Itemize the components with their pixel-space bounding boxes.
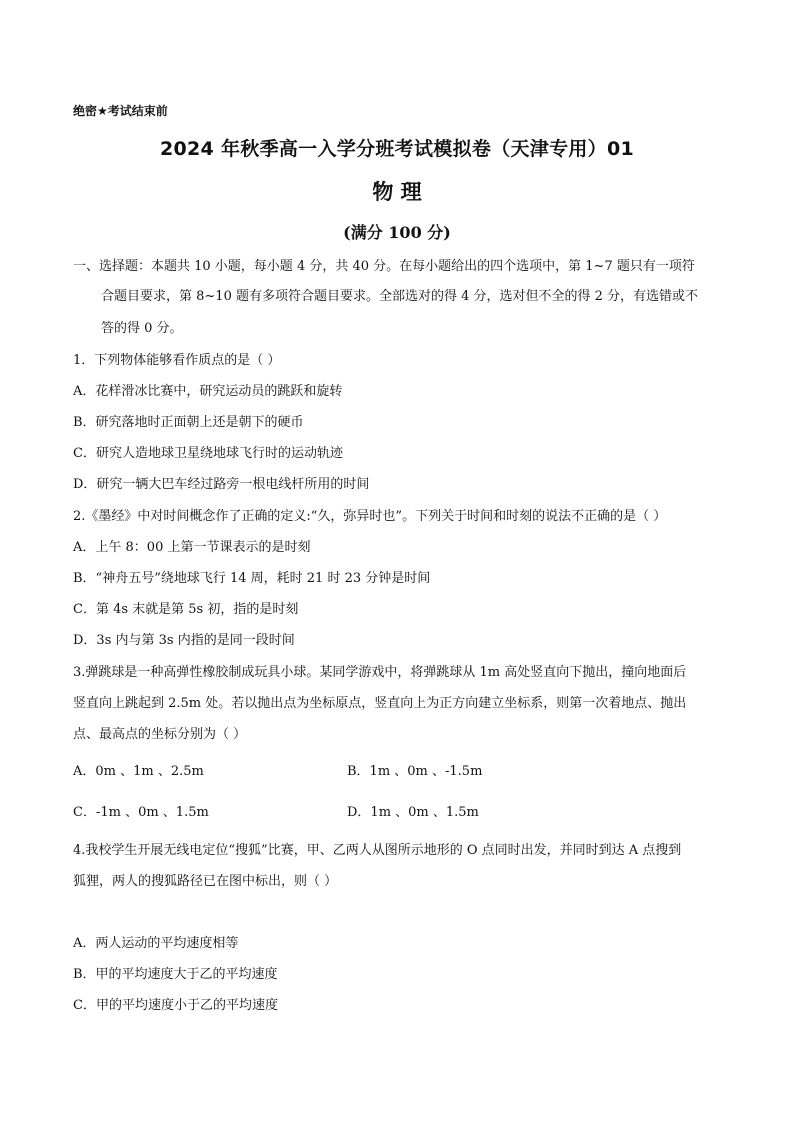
question-3-stem-line-3: 点、最高点的坐标分别为（ ） (73, 727, 247, 742)
question-1-option-d: D．研究一辆大巴车经过路旁一根电线杆所用的时间 (73, 477, 370, 492)
question-2-stem: 2.《墨经》中对时间概念作了正确的定义:“久，弥异时也”。下列关于时间和时刻的说法不正确的是（ ） (73, 509, 667, 524)
question-3-option-d: D．1m 、0m 、1.5m (347, 805, 479, 820)
question-1-option-c: C．研究人造地球卫星绕地球飞行时的运动轨迹 (73, 446, 343, 461)
question-4-option-c: C．甲的平均速度小于乙的平均速度 (73, 998, 278, 1013)
question-1-stem: 1．下列物体能够看作质点的是（ ） (73, 353, 281, 368)
section-instructions-line-2: 合题目要求，第 8~10 题有多项符合题目要求。全部选对的得 4 分，选对但不全的得 2 分，有选错或不 (101, 289, 699, 304)
question-1-option-b: B．研究落地时正面朝上还是朝下的硬币 (73, 415, 304, 430)
question-3-option-a: A．0m 、1m 、2.5m (73, 764, 204, 779)
exam-title: 2024 年秋季高一入学分班考试模拟卷（天津专用）01 (159, 138, 635, 160)
question-1-option-a: A．花样滑冰比赛中，研究运动员的跳跃和旋转 (73, 384, 343, 399)
full-score-note: (满分 100 分) (343, 223, 451, 242)
question-2-option-d: D．3s 内与第 3s 内指的是同一段时间 (73, 633, 295, 648)
question-3-stem-line-1: 3.弹跳球是一种高弹性橡胶制成玩具小球。某同学游戏中，将弹跳球从 1m 高处竖直向下抛出，撞向地面后 (73, 665, 687, 680)
question-3-option-c: C．-1m 、0m 、1.5m (73, 805, 209, 820)
confidential-label: 绝密★考试结束前 (73, 104, 168, 118)
question-2-option-c: C．第 4s 末就是第 5s 初，指的是时刻 (73, 602, 299, 617)
question-4-stem-line-2: 狐狸，两人的搜狐路径已在图中标出，则（ ） (73, 874, 338, 889)
section-instructions-line-1: 一、选择题：本题共 10 小题，每小题 4 分，共 40 分。在每小题给出的四个选项中，第 1~7 题只有一项符 (73, 259, 695, 274)
question-2-option-b: B．“神舟五号”绕地球飞行 14 周，耗时 21 时 23 分钟是时间 (73, 571, 431, 586)
subject-heading: 物 理 (372, 180, 422, 204)
question-2-option-a: A．上午 8：00 上第一节课表示的是时刻 (73, 540, 311, 555)
question-3-option-b: B．1m 、0m 、-1.5m (347, 764, 483, 779)
question-4-stem-line-1: 4.我校学生开展无线电定位“搜狐”比赛，甲、乙两人从图所示地形的 O 点同时出发，并同时到达 A 点搜到 (73, 843, 682, 858)
question-4-option-a: A．两人运动的平均速度相等 (73, 936, 239, 951)
question-3-stem-line-2: 竖直向上跳起到 2.5m 处。若以抛出点为坐标原点，竖直向上为正方向建立坐标系，则第一次着地点、抛出 (73, 696, 687, 711)
section-instructions-line-3: 答的得 0 分。 (101, 321, 183, 336)
question-4-option-b: B．甲的平均速度大于乙的平均速度 (73, 967, 278, 982)
